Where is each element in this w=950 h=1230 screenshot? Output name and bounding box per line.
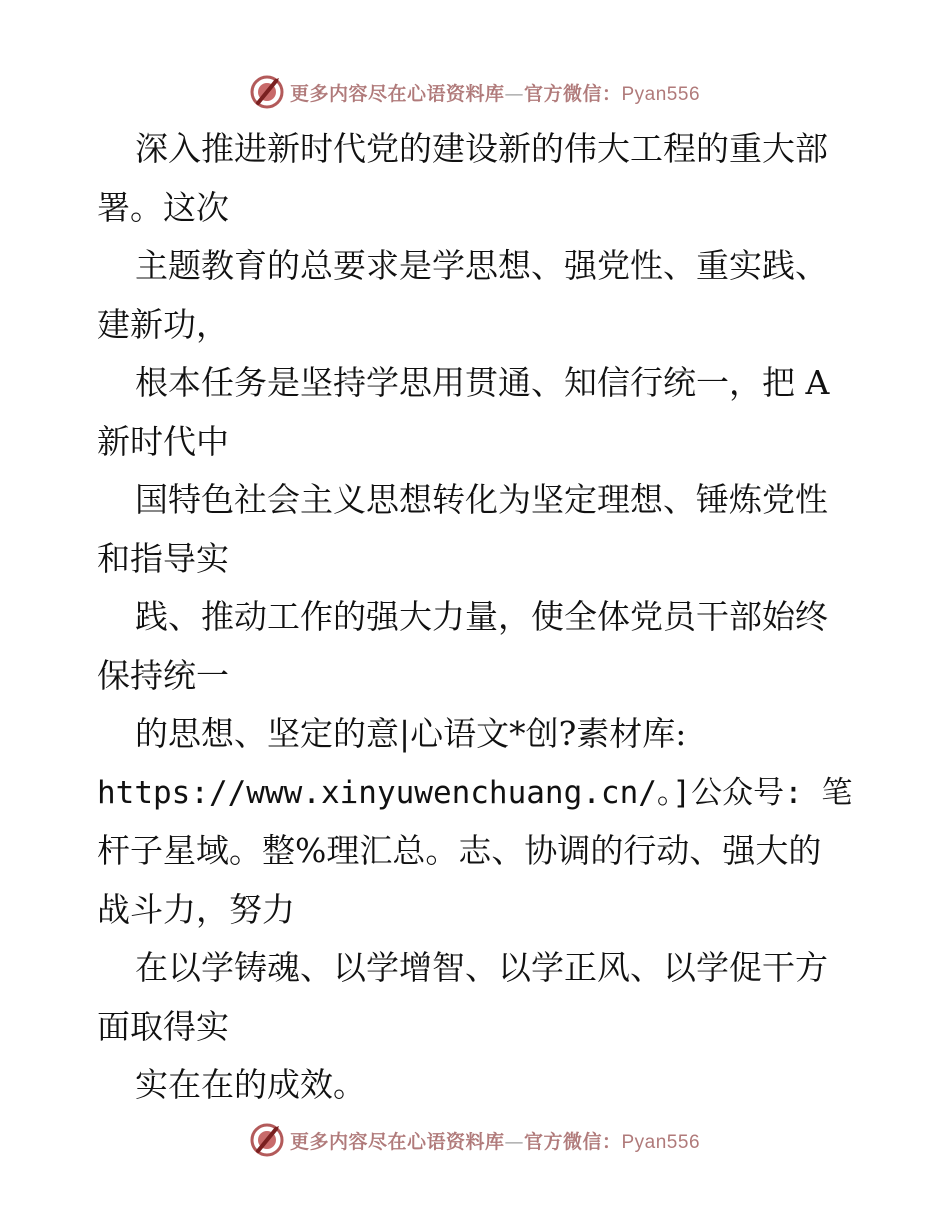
text-line: 保持统一 — [97, 655, 229, 695]
text-line: 建新功， — [97, 304, 229, 344]
text-line: 践、推动工作的强大力量，使全体党员干部始终 — [135, 597, 828, 636]
footer-watermark — [0, 1120, 950, 1160]
watermark-separator: — — [504, 82, 524, 105]
document-body — [97, 120, 857, 1115]
text-line: 署。这次 — [97, 187, 229, 227]
text-line: 新时代中 — [97, 421, 229, 461]
text-line: 战斗力，努力 — [97, 889, 295, 929]
watermark-text — [290, 79, 700, 106]
watermark-separator: — — [504, 1130, 524, 1153]
watermark-wechat-id: Pyan556 — [621, 1131, 701, 1153]
watermark-brand: 更多内容尽在心语资料库 — [289, 1130, 505, 1153]
text-line: 和指导实 — [97, 538, 229, 578]
text-line-url: https://www.xinyuwenchuang.cn/。]公众号: 笔 — [97, 774, 853, 811]
text-line: 国特色社会主义思想转化为坚定理想、锤炼党性 — [135, 480, 828, 519]
header-watermark — [0, 72, 950, 112]
text-line: 主题教育的总要求是学思想、强党性、重实践、 — [135, 246, 828, 285]
text-line: 深入推进新时代党的建设新的伟大工程的重大部 — [135, 129, 828, 168]
watermark-official: 官方微信： — [523, 82, 622, 105]
text-line: 面取得实 — [97, 1006, 229, 1046]
text-line: 在以学铸魂、以学增智、以学正风、以学促干方 — [135, 948, 828, 987]
watermark-brand: 更多内容尽在心语资料库 — [289, 82, 505, 105]
text-line: 根本任务是坚持学思用贯通、知信行统一，把 A — [135, 363, 830, 402]
watermark-text — [290, 1127, 700, 1154]
text-line: 的思想、坚定的意|心语文*创?素材库: — [135, 714, 687, 753]
watermark-wechat-id: Pyan556 — [621, 83, 701, 105]
watermark-official: 官方微信： — [523, 1130, 622, 1153]
red-pen-logo-icon — [250, 1123, 284, 1157]
text-line: 实在在的成效。 — [135, 1065, 366, 1104]
text-line: 杆子星域。整%理汇总。志、协调的行动、强大的 — [97, 831, 822, 870]
red-pen-logo-icon — [250, 75, 284, 109]
